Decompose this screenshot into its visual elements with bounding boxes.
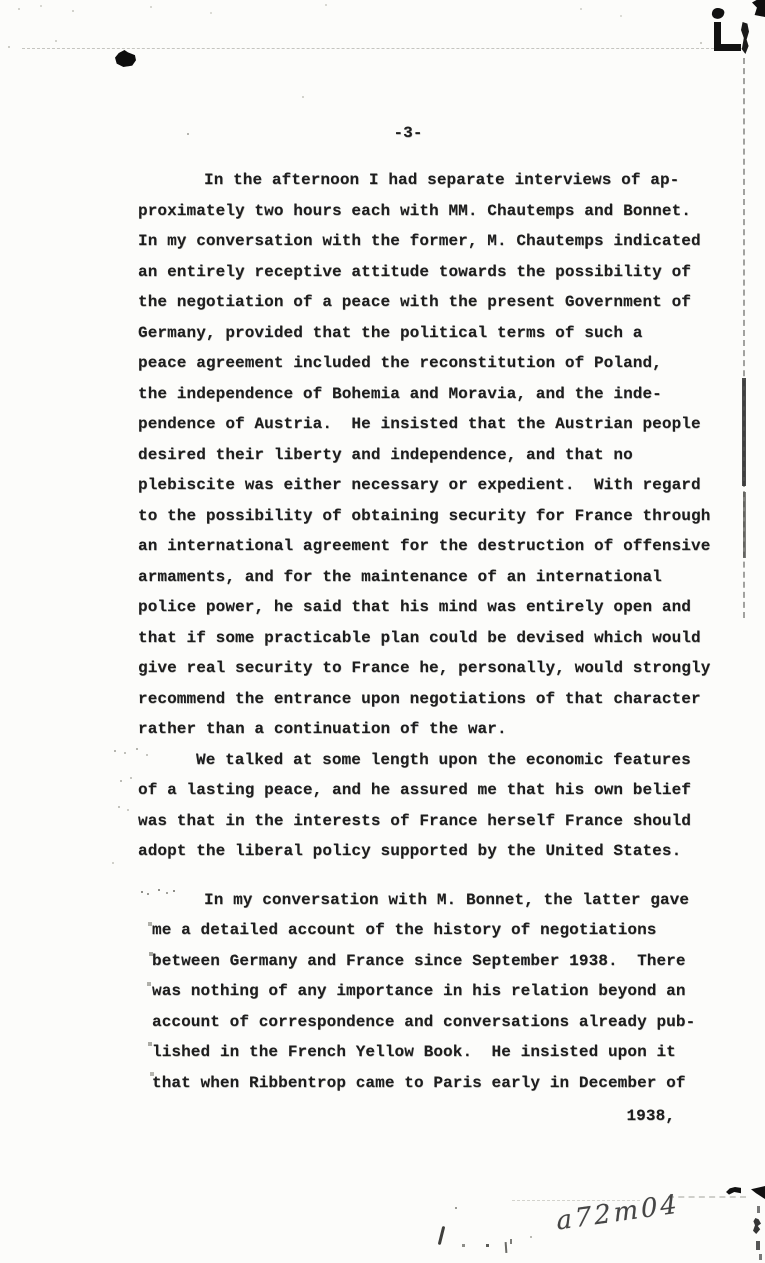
text-line: of a lasting peace, and he assured me that his own belief [138, 781, 691, 799]
stray-pen-stroke [438, 1226, 446, 1245]
text-line: rather than a continuation of the war. [138, 720, 507, 738]
text-line: plebiscite was either necessary or expedient. With regard [138, 476, 701, 494]
page-number: -3- [393, 124, 423, 142]
text-line: the negotiation of a peace with the present Government of [138, 293, 691, 311]
text-line: police power, he said that his mind was entirely open and [138, 598, 691, 616]
arrow-mark-right [751, 1186, 765, 1199]
bottom-edge-ink-mark [753, 1218, 761, 1234]
text-line: In my conversation with the former, M. Chautemps indicated [138, 232, 701, 250]
text-line: account of correspondence and conversations already pub- [152, 1012, 696, 1031]
text-line: proximately two hours each with MM. Chautemps and Bonnet. [138, 201, 691, 220]
edge-tick-mark [759, 1254, 762, 1260]
text-line: Germany, provided that the political terms of such a [138, 323, 643, 342]
text-line: an international agreement for the destruction of offensive [138, 537, 711, 555]
text-line: recommend the entrance upon negotiations of that character [138, 689, 701, 708]
right-edge-dark-mark [742, 378, 746, 486]
text-line: lished in the French Yellow Book. He insisted upon it [152, 1043, 676, 1061]
corner-clip-mark [752, 0, 765, 17]
text-line: me a detailed account of the history of negotiations [152, 921, 657, 939]
text-line: that if some practicable plan could be devised which would [138, 628, 701, 647]
stray-tick-mark [510, 1239, 512, 1244]
text-line: pendence of Austria. He insisted that the Austrian people [138, 415, 701, 433]
stray-dot [530, 1236, 532, 1238]
paragraph [138, 745, 738, 867]
stray-dot [486, 1244, 489, 1247]
text-line: peace agreement included the reconstitution of Poland, [138, 354, 662, 372]
text-line: was that in the interests of France herself France should [138, 811, 691, 830]
text-line: was nothing of any importance in his relation beyond an [152, 982, 686, 1000]
stray-tick-mark [505, 1242, 508, 1253]
text-line: In my conversation with M. Bonnet, the latter gave [204, 890, 690, 909]
handwritten-annotation: a72m04 [555, 1189, 681, 1237]
text-line: We talked at some length upon the economic features [196, 750, 691, 769]
text-line: between Germany and France since September 1938. There [152, 951, 686, 970]
paragraph [138, 165, 738, 745]
text-line: give real security to France he, personally, would strongly [138, 659, 711, 677]
text-line: to the possibility of obtaining security for France through [138, 506, 711, 525]
stray-dot [462, 1244, 465, 1247]
text-body [138, 165, 738, 1098]
paragraph [152, 885, 738, 1099]
edge-tick-mark [756, 1241, 760, 1250]
bottom-scan-line [668, 1196, 746, 1198]
edge-tick-mark [757, 1206, 760, 1213]
continuation-catchword: 1938, [626, 1107, 675, 1125]
text-line: the independence of Bohemia and Moravia, and the inde- [138, 384, 662, 403]
arrow-mark-left [726, 1187, 741, 1196]
corner-blotch-mark [741, 22, 749, 54]
corner-bracket-mark [714, 22, 741, 51]
stray-dot [455, 1207, 457, 1209]
right-edge-dark-mark [743, 492, 746, 558]
text-line: desired their liberty and independence, and that no [138, 445, 633, 464]
text-line: an entirely receptive attitude towards the possibility of [138, 262, 691, 281]
paper-speckles [0, 0, 2, 2]
text-line: armaments, and for the maintenance of an international [138, 567, 662, 586]
scan-line-artifact [22, 48, 744, 49]
text-line: that when Ribbentrop came to Paris early in December of [152, 1073, 686, 1092]
ink-blot-artifact [115, 50, 136, 67]
text-line: adopt the liberal policy supported by the United States. [138, 842, 682, 860]
corner-ink-mark [711, 7, 725, 21]
text-line: In the afternoon I had separate interviews of ap- [204, 171, 680, 189]
